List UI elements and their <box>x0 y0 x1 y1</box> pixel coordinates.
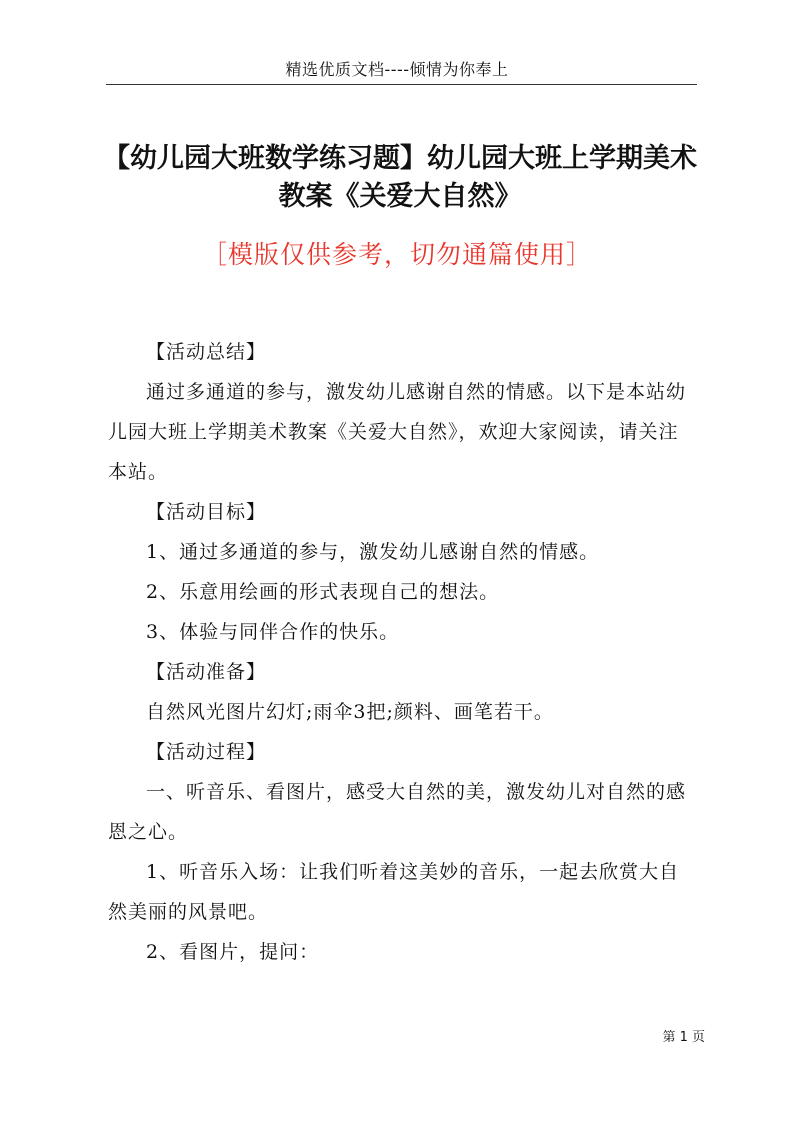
section-heading-process: 【活动过程】 <box>146 741 267 763</box>
section-heading-summary: 【活动总结】 <box>146 341 267 363</box>
process-step-1: 一、听音乐、看图片，感受大自然的美，激发幼儿对自然的感恩之心。 <box>108 781 687 843</box>
goal-item-1: 1、通过多通道的参与，激发幼儿感谢自然的情感。 <box>146 541 600 563</box>
page-header-text: 精选优质文档----倾情为你奉上 <box>285 60 509 79</box>
process-substep-2: 2、看图片，提问： <box>146 941 320 963</box>
section-heading-goals: 【活动目标】 <box>146 501 267 523</box>
paragraph-intro: 通过多通道的参与，激发幼儿感谢自然的情感。以下是本站幼儿园大班上学期美术教案《关爱大自然》，欢迎大家阅读，请关注本站。 <box>108 381 687 483</box>
section-heading-preparation: 【活动准备】 <box>146 661 267 683</box>
preparation-text: 自然风光图片幻灯;雨伞3把;颜料、画笔若干。 <box>146 701 554 723</box>
goal-item-3: 3、体验与同伴合作的快乐。 <box>146 621 400 643</box>
page-number: 第 1 页 <box>662 1030 705 1045</box>
goal-item-2: 2、乐意用绘画的形式表现自己的想法。 <box>146 581 500 603</box>
process-substep-1: 1、听音乐入场：让我们听着这美妙的音乐，一起去欣赏大自然美丽的风景吧。 <box>108 861 680 923</box>
document-body <box>108 332 696 972</box>
header-divider <box>106 84 697 85</box>
document-title: 【幼儿园大班数学练习题】幼儿园大班上学期美术教案《关爱大自然》 <box>103 143 697 212</box>
template-disclaimer: ［模版仅供参考，切勿通篇使用］ <box>201 240 592 269</box>
